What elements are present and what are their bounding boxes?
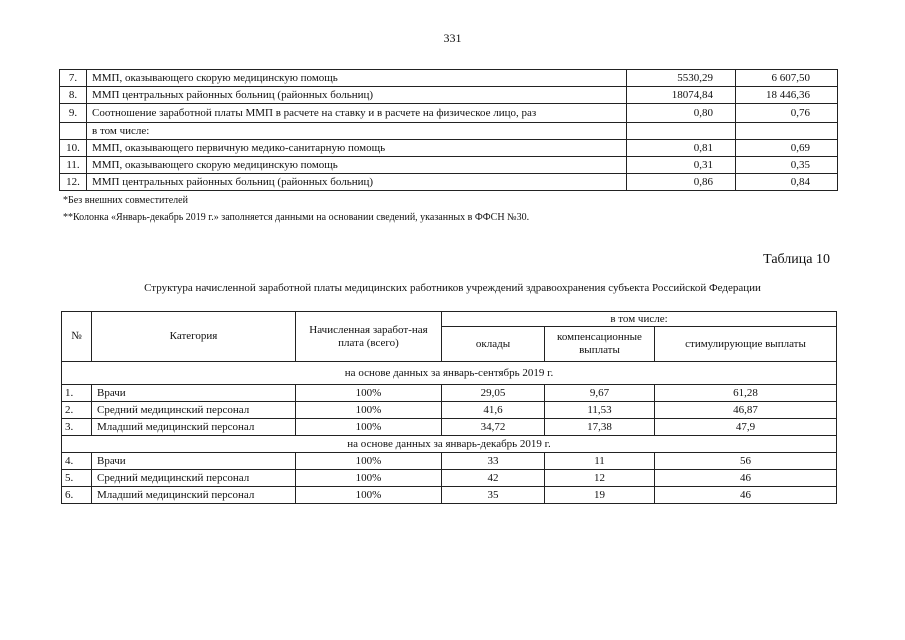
row-number: 2. [62, 402, 92, 419]
page-number: 331 [443, 31, 462, 45]
row-total: 100% [296, 453, 442, 470]
row-compensation: 17,38 [545, 419, 655, 436]
table-row [60, 87, 838, 104]
row-category: Врачи [92, 385, 296, 402]
header-category: Категория [92, 312, 296, 362]
table-row [62, 419, 837, 436]
row-number: 1. [62, 385, 92, 402]
row-label: ММП центральных районных больниц (районных больниц) [87, 87, 627, 104]
table-row [62, 470, 837, 487]
table-row [62, 487, 837, 504]
header-row [62, 312, 837, 327]
header-incentive: стимулирующие выплаты [655, 327, 837, 362]
table-row [60, 104, 838, 123]
row-salary: 42 [442, 470, 545, 487]
row-category: Средний медицинский персонал [92, 470, 296, 487]
row-category: Средний медицинский персонал [92, 402, 296, 419]
value-cell: 0,86 [627, 174, 736, 191]
row-number: 12. [60, 174, 87, 191]
row-compensation: 11 [545, 453, 655, 470]
table-row [62, 453, 837, 470]
table-label: Таблица 10 [763, 252, 830, 267]
row-number: 9. [60, 104, 87, 123]
row-salary: 34,72 [442, 419, 545, 436]
table-row [62, 402, 837, 419]
row-total: 100% [296, 487, 442, 504]
table-row [60, 174, 838, 191]
row-total: 100% [296, 385, 442, 402]
row-salary: 33 [442, 453, 545, 470]
value-cell: 0,80 [627, 104, 736, 123]
row-label: в том числе: [87, 123, 627, 140]
value-cell: 18074,84 [627, 87, 736, 104]
row-category: Младший медицинский персонал [92, 419, 296, 436]
value-cell [627, 123, 736, 140]
table-title: Структура начисленной заработной платы медицинских работников учреждений здравоохранения субъекта Российской Федерации [144, 282, 761, 294]
row-incentive: 46 [655, 470, 837, 487]
header-num: № [62, 312, 92, 362]
row-label: ММП, оказывающего скорую медицинскую помощь [87, 157, 627, 174]
row-number: 7. [60, 70, 87, 87]
section-row [62, 436, 837, 453]
value-cell: 0,31 [627, 157, 736, 174]
value-cell: 0,76 [736, 104, 838, 123]
header-salary: оклады [442, 327, 545, 362]
value-cell: 0,81 [627, 140, 736, 157]
row-number: 5. [62, 470, 92, 487]
row-category: Врачи [92, 453, 296, 470]
row-compensation: 19 [545, 487, 655, 504]
row-compensation: 9,67 [545, 385, 655, 402]
row-incentive: 46,87 [655, 402, 837, 419]
row-incentive: 61,28 [655, 385, 837, 402]
header-total: Начисленная заработ-ная плата (всего) [296, 312, 442, 362]
row-compensation: 12 [545, 470, 655, 487]
value-cell: 18 446,36 [736, 87, 838, 104]
row-incentive: 46 [655, 487, 837, 504]
row-label: ММП центральных районных больниц (районных больниц) [87, 174, 627, 191]
header-including: в том числе: [442, 312, 837, 327]
row-compensation: 11,53 [545, 402, 655, 419]
row-salary: 35 [442, 487, 545, 504]
salary-structure-table [61, 311, 837, 504]
indicators-table-continuation [59, 69, 838, 191]
row-total: 100% [296, 470, 442, 487]
header-compensation: компенсационные выплаты [545, 327, 655, 362]
value-cell: 6 607,50 [736, 70, 838, 87]
value-cell: 0,35 [736, 157, 838, 174]
row-number: 6. [62, 487, 92, 504]
row-total: 100% [296, 419, 442, 436]
section-row [62, 362, 837, 385]
row-salary: 29,05 [442, 385, 545, 402]
row-number: 4. [62, 453, 92, 470]
table-row [60, 123, 838, 140]
value-cell: 0,84 [736, 174, 838, 191]
footnote-1: *Без внешних совместителей [63, 195, 188, 206]
table-row [60, 70, 838, 87]
row-number: 11. [60, 157, 87, 174]
table-row [60, 140, 838, 157]
row-number: 8. [60, 87, 87, 104]
value-cell [736, 123, 838, 140]
footnotes [63, 192, 529, 226]
value-cell: 0,69 [736, 140, 838, 157]
row-number: 10. [60, 140, 87, 157]
row-category: Младший медицинский персонал [92, 487, 296, 504]
row-number [60, 123, 87, 140]
row-incentive: 47,9 [655, 419, 837, 436]
row-number: 3. [62, 419, 92, 436]
section-title: на основе данных за январь-сентябрь 2019 г. [62, 362, 837, 385]
row-label: Соотношение заработной платы ММП в расчете на ставку и в расчете на физическое лицо, раз [87, 104, 627, 123]
row-incentive: 56 [655, 453, 837, 470]
value-cell: 5530,29 [627, 70, 736, 87]
row-label: ММП, оказывающего первичную медико-санитарную помощь [87, 140, 627, 157]
row-salary: 41,6 [442, 402, 545, 419]
row-total: 100% [296, 402, 442, 419]
row-label: ММП, оказывающего скорую медицинскую помощь [87, 70, 627, 87]
table-row [62, 385, 837, 402]
footnote-2: **Колонка «Январь-декабрь 2019 г.» заполняется данными на основании сведений, указанных в ФФСН №30. [63, 212, 530, 223]
section-title: на основе данных за январь-декабрь 2019 г. [62, 436, 837, 453]
table-row [60, 157, 838, 174]
